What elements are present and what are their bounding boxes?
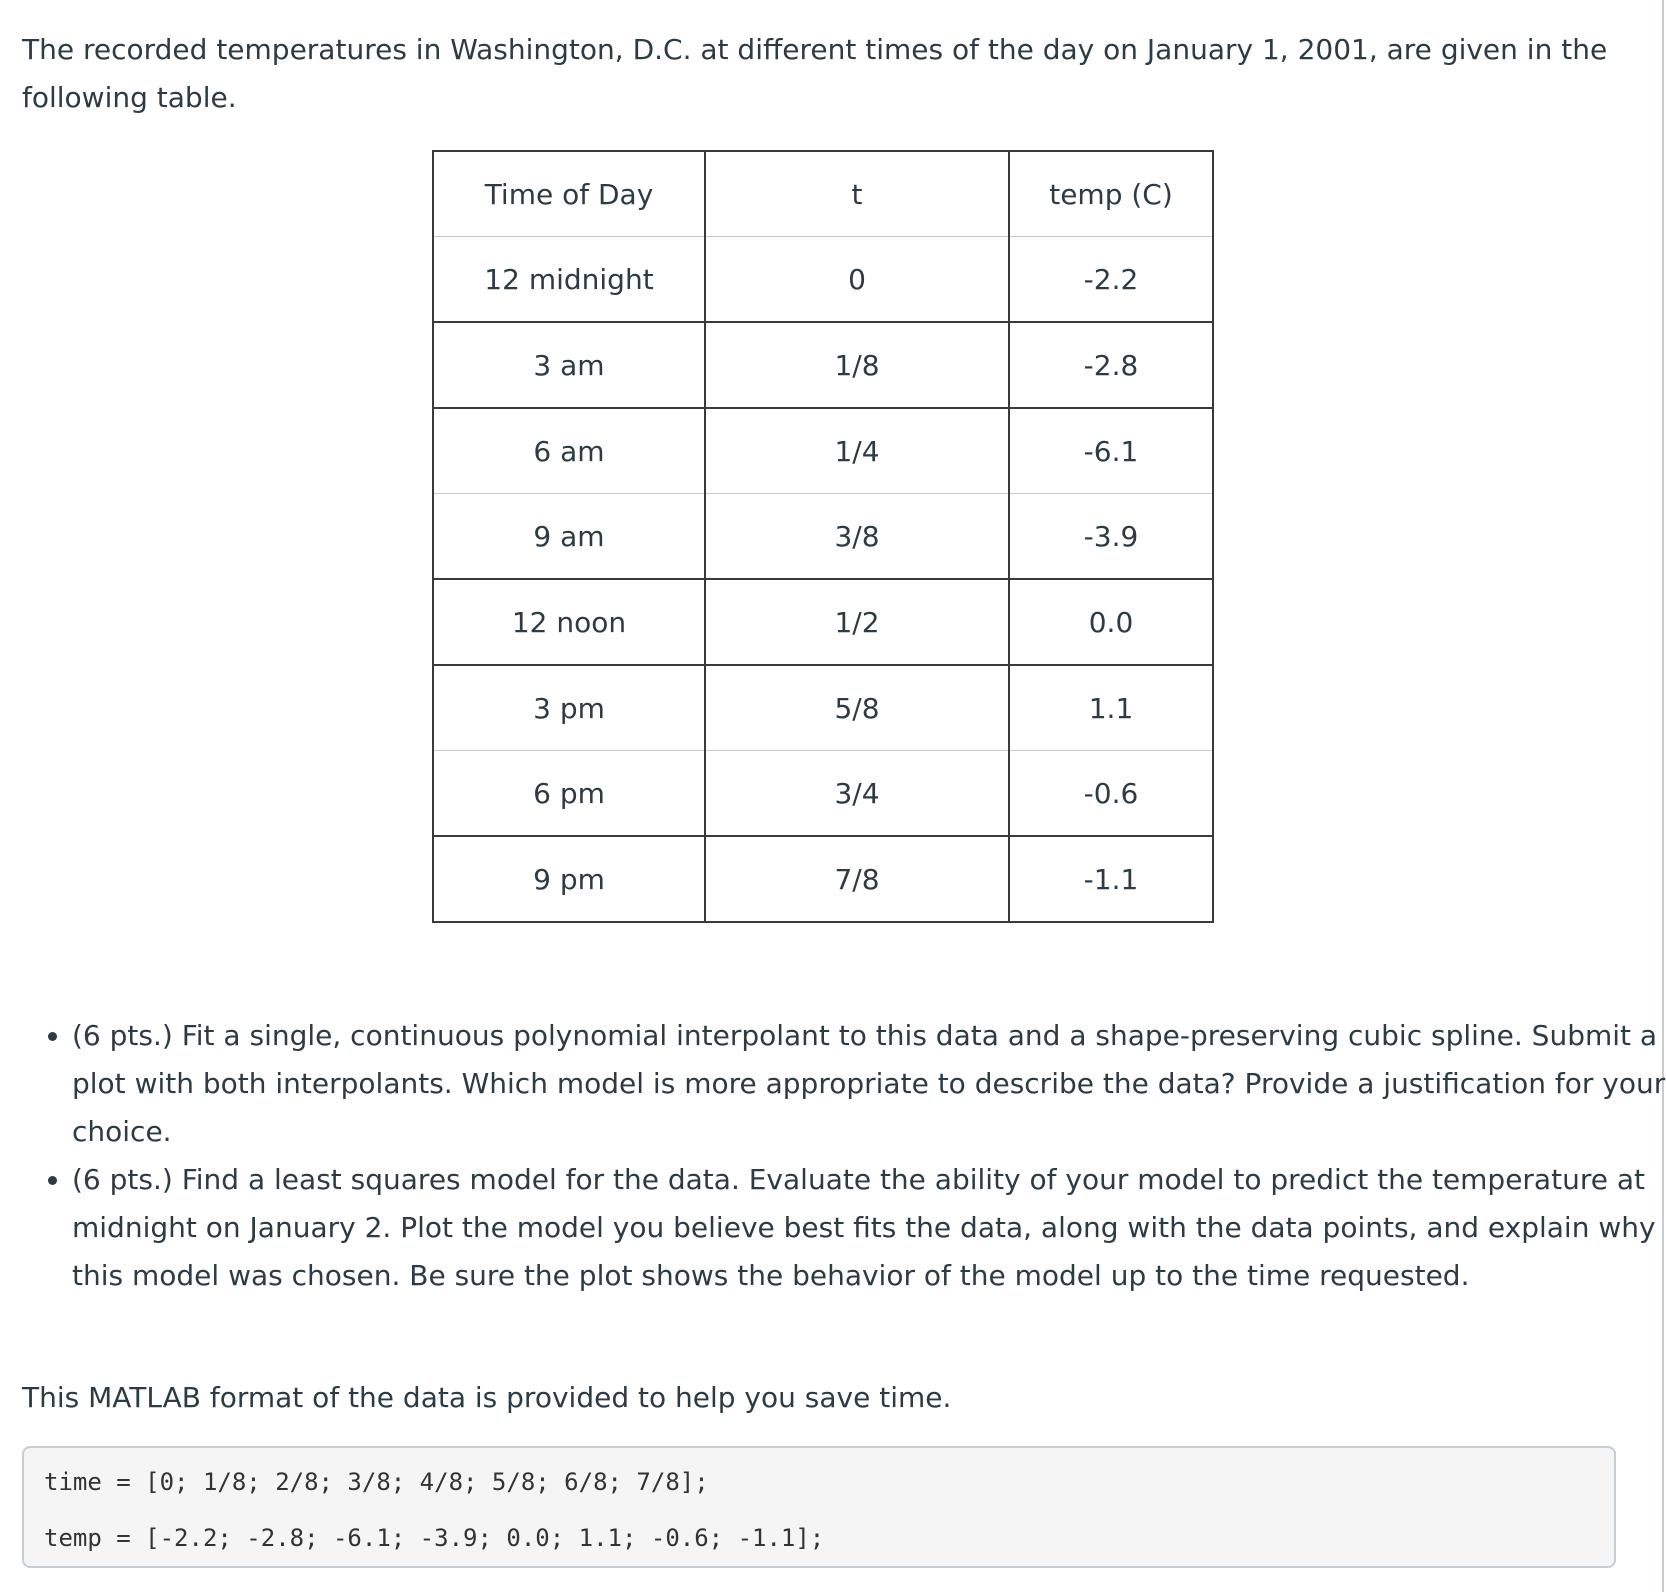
cell-temp: -6.1: [1009, 408, 1213, 494]
cell-temp: 1.1: [1009, 665, 1213, 751]
header-temp: temp (C): [1009, 151, 1213, 237]
table-row: [433, 836, 1213, 922]
table-row: [433, 408, 1213, 494]
cell-t: 0: [705, 237, 1009, 323]
table-row: [433, 579, 1213, 665]
table-row: [433, 322, 1213, 408]
cell-temp: -3.9: [1009, 494, 1213, 580]
table-row: [433, 665, 1213, 751]
code-line-temp: temp = [-2.2; -2.8; -6.1; -3.9; 0.0; 1.1; -0.6; -1.1];: [44, 1524, 825, 1552]
table-row: [433, 751, 1213, 837]
cell-temp: 0.0: [1009, 579, 1213, 665]
cell-time-of-day: 6 am: [433, 408, 705, 494]
cell-time-of-day: 12 noon: [433, 579, 705, 665]
cell-time-of-day: 6 pm: [433, 751, 705, 837]
cell-t: 3/4: [705, 751, 1009, 837]
cell-time-of-day: 9 pm: [433, 836, 705, 922]
cell-time-of-day: 3 pm: [433, 665, 705, 751]
cell-temp: -2.8: [1009, 322, 1213, 408]
code-line-time: time = [0; 1/8; 2/8; 3/8; 4/8; 5/8; 6/8; 7/8];: [44, 1468, 709, 1496]
table-row: [433, 494, 1213, 580]
cell-time-of-day: 3 am: [433, 322, 705, 408]
cell-temp: -0.6: [1009, 751, 1213, 837]
cell-time-of-day: 9 am: [433, 494, 705, 580]
cell-t: 1/8: [705, 322, 1009, 408]
task-list: [22, 1012, 1666, 1300]
table-row: [433, 237, 1213, 323]
cell-temp: -2.2: [1009, 237, 1213, 323]
table-header-row: [433, 151, 1213, 237]
intro-paragraph: The recorded temperatures in Washington, D.C. at different times of the day on January 1, 2001, are given in the following table.: [22, 33, 1608, 114]
cell-t: 7/8: [705, 836, 1009, 922]
task-interpolation: • (6 pts.) Fit a single, continuous polynomial interpolant to this data and a shape-preserving cubic spline. Submit a plot with both interpolants. Which model is more appropriate to describe the data? Provide a justification for your choice.: [72, 1012, 1666, 1156]
header-time-of-day: Time of Day: [433, 151, 705, 237]
cell-time-of-day: 12 midnight: [433, 237, 705, 323]
cell-t: 5/8: [705, 665, 1009, 751]
content-right-border: [1662, 0, 1664, 1592]
task-least-squares: • (6 pts.) Find a least squares model for the data. Evaluate the ability of your model to predict the temperature at midnight on January 2. Plot the model you believe best fits the data, along with the data points, and explain why this model was chosen. Be sure the plot shows the behavior of the model up to the time requested.: [72, 1156, 1666, 1300]
cell-temp: -1.1: [1009, 836, 1213, 922]
matlab-note: This MATLAB format of the data is provided to help you save time.: [22, 1381, 952, 1414]
temperature-table: [432, 150, 1214, 923]
cell-t: 3/8: [705, 494, 1009, 580]
header-t: t: [705, 151, 1009, 237]
cell-t: 1/2: [705, 579, 1009, 665]
matlab-code-block: [22, 1446, 1616, 1568]
cell-t: 1/4: [705, 408, 1009, 494]
